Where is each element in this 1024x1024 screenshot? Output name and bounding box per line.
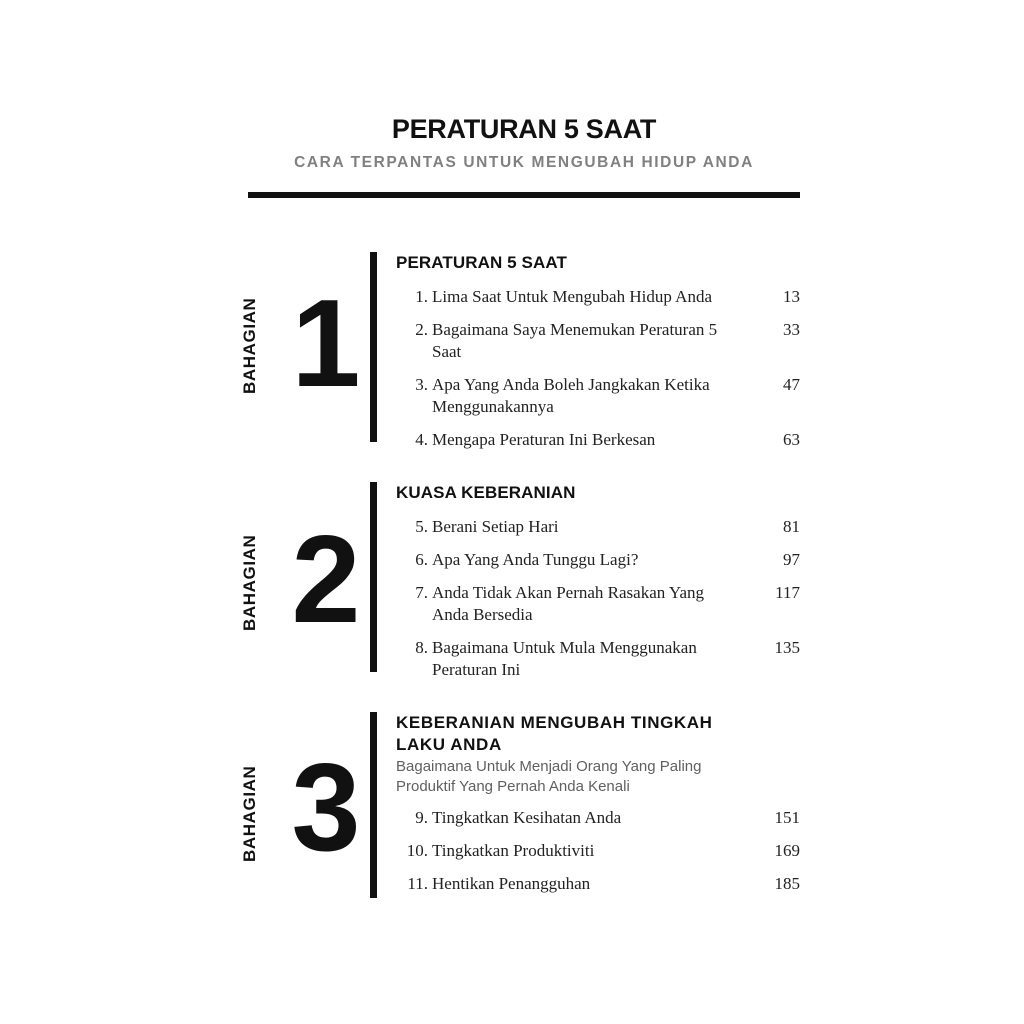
book-subtitle: CARA TERPANTAS UNTUK MENGUBAH HIDUP ANDA: [294, 154, 754, 171]
entry-number: 7.: [415, 583, 428, 602]
entry-page: 117: [775, 583, 800, 602]
entry-page: 169: [774, 841, 800, 860]
toc-entry[interactable]: [396, 516, 800, 538]
section-title: KUASA KEBERANIAN: [396, 483, 576, 502]
entry-title: Bagaimana Untuk Mula Menggunakan Peraturan Ini: [432, 638, 697, 679]
entry-page: 13: [783, 287, 800, 306]
entry-title: Tingkatkan Produktiviti: [432, 841, 595, 860]
toc-entry[interactable]: [396, 637, 800, 681]
part-1: [240, 252, 810, 449]
entry-title: Mengapa Peraturan Ini Berkesan: [432, 430, 656, 449]
entry-number: 9.: [415, 808, 428, 827]
entry-number: 6.: [415, 550, 428, 569]
toc-entries: [396, 807, 800, 895]
toc-entry[interactable]: [396, 840, 800, 862]
entry-title: Tingkatkan Kesihatan Anda: [432, 808, 622, 827]
entry-title: Berani Setiap Hari: [432, 517, 559, 536]
part-content: [396, 252, 800, 462]
toc-entry[interactable]: [396, 286, 800, 308]
entry-number: 5.: [415, 517, 428, 536]
entry-page: 63: [783, 430, 800, 449]
toc-entry[interactable]: [396, 429, 800, 451]
toc-entries: [396, 516, 800, 681]
entry-number: 10.: [406, 841, 428, 860]
header-divider: [248, 192, 800, 198]
entry-page: 151: [774, 808, 800, 827]
entry-number: 8.: [415, 638, 428, 657]
part-label: BAHAGIAN: [240, 765, 259, 863]
entry-title: Apa Yang Anda Boleh Jangkakan Ketika Menggunakannya: [432, 375, 710, 416]
entry-title: Anda Tidak Akan Pernah Rasakan Yang Anda Bersedia: [432, 583, 704, 624]
entry-page: 33: [783, 320, 800, 339]
entry-title: Hentikan Penangguhan: [432, 874, 591, 893]
book-title: PERATURAN 5 SAAT: [391, 114, 657, 144]
part-number: 3: [291, 739, 361, 877]
part-divider-bar: [370, 482, 377, 672]
entry-number: 11.: [407, 874, 428, 893]
toc-entry[interactable]: [396, 319, 800, 363]
entry-page: 97: [783, 550, 800, 569]
part-content: [396, 712, 800, 906]
part-divider-bar: [370, 712, 377, 898]
entry-number: 2.: [415, 320, 428, 339]
part-3: [240, 712, 810, 898]
part-number: 2: [291, 511, 361, 649]
section-title: KEBERANIAN MENGUBAH TINGKAH LAKU ANDA: [396, 713, 713, 754]
entry-number: 1.: [415, 287, 428, 306]
part-number: 1: [291, 275, 361, 413]
toc-entry[interactable]: [396, 374, 800, 418]
toc-entry[interactable]: [396, 549, 800, 571]
part-label: BAHAGIAN: [240, 297, 259, 395]
section-title: PERATURAN 5 SAAT: [396, 253, 567, 272]
entry-page: 185: [774, 874, 800, 893]
entry-number: 4.: [415, 430, 428, 449]
part-divider-bar: [370, 252, 377, 442]
entry-title: Lima Saat Untuk Mengubah Hidup Anda: [432, 287, 712, 306]
entry-number: 3.: [415, 375, 428, 394]
part-content: [396, 482, 800, 692]
entry-title: Bagaimana Saya Menemukan Peraturan 5 Saat: [432, 320, 718, 361]
entry-page: 47: [783, 375, 800, 394]
entry-page: 81: [783, 517, 800, 536]
part-2: [240, 482, 810, 679]
toc-entry[interactable]: [396, 873, 800, 895]
part-label: BAHAGIAN: [240, 534, 259, 632]
toc-entries: [396, 286, 800, 451]
toc-entry[interactable]: [396, 807, 800, 829]
toc-entry[interactable]: [396, 582, 800, 626]
entry-page: 135: [774, 638, 800, 657]
entry-title: Apa Yang Anda Tunggu Lagi?: [432, 550, 639, 569]
section-description: Bagaimana Untuk Menjadi Orang Yang Paling Produktif Yang Pernah Anda Kenali: [396, 758, 702, 795]
